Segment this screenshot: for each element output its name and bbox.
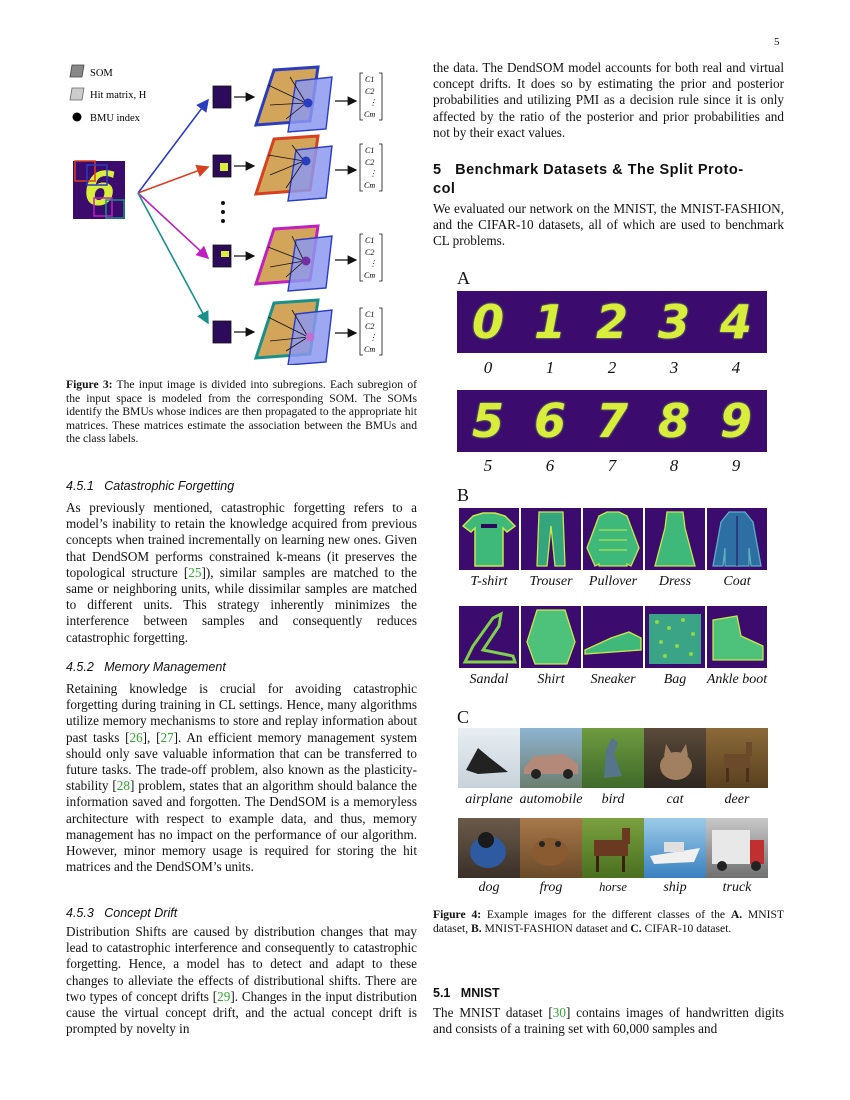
panel-b-letter: B [457,485,470,505]
heading-section-5: 5 Benchmark Datasets & The Split Proto- col [433,162,744,197]
cifar-img-cat [644,728,706,788]
cifar-label-frog: frog [539,880,563,895]
fashion-label-coat: Coat [723,574,751,589]
cifar-label-cat: cat [666,792,684,807]
fashion-label-pullover: Pullover [588,574,638,589]
svg-text:Cm: Cm [364,110,376,119]
cifar-label-truck: truck [722,880,752,895]
cifar-label-ship: ship [663,880,687,895]
mnist-label-5: 5 [483,456,493,475]
svg-text:6: 6 [83,162,117,216]
fashion-img-sneaker [583,606,643,668]
legend-bmu-dot [73,113,82,122]
arrow-magenta [138,193,208,258]
class-vector-3 [360,234,382,281]
arrow-teal [138,193,208,323]
svg-text:C2: C2 [365,87,375,96]
som-row-2 [213,136,356,201]
som-row-3 [213,226,356,291]
mnist-label-7: 7 [607,456,617,475]
fashion-img-dress [645,508,705,570]
mnist-img-8: 8 [657,394,690,448]
legend-hit-label: Hit matrix, H [90,90,147,101]
cifar-label-horse: horse [599,880,627,894]
som-row-4 [213,300,356,365]
mnist-label-8: 8 [669,456,679,475]
mnist-label-0: 0 [483,358,493,377]
para-concept-drift: Distribution Shifts are caused by distribution changes that may lead to catastrophic interference and consequently to catastrophic forgetting. Hence, a model has to detect and adapt to these changes to alleviate the effects of distributional shifts. There are two types of concept drifts [29]. Changes in the input distribution cause the virtual concept drift, and the actual concept drift is prompted by novelty in [66,924,417,1037]
svg-text:Cm: Cm [364,271,376,280]
svg-text:C1: C1 [365,146,375,155]
fashion-label-ankle-boot: Ankle boot [706,672,768,687]
class-vector-4 [360,308,382,355]
svg-text:⋮: ⋮ [369,98,377,107]
para-memory-management: Retaining knowledge is crucial for avoiding catastrophic forgetting during training in CL settings. Hence, many algorithms utilize memory mechanisms to store and replay information about past tasks [26], [27]. An efficient memory management system should only save valuable information that can be transferred to future tasks. The trade-off problem, also known as the plasticity-stability [28] problem, states that an algorithm should balance the information saved and forgotten. The DendSOM is a memoryless architecture with respect to example data, and thus, memory management has no impact on the performance of our algorithm. However, minor memory usage is required for storing the hit matrices and the DendSOM’s units. [66,681,418,875]
fashion-label-sandal: Sandal [469,672,509,687]
legend-hit-swatch [70,88,84,100]
svg-text:C2: C2 [365,248,375,257]
mnist-img-3: 3 [657,295,690,349]
svg-text:Cm: Cm [364,345,376,354]
fashion-img-ankle-boot [707,606,767,668]
para-benchmarks: We evaluated our network on the MNIST, the MNIST-FASHION, and the CIFAR-10 datasets, all of which are used to benchmark CL problems. [433,201,784,249]
cifar-img-horse [582,818,644,878]
figure-4-caption: Figure 4: Example images for the different classes of the A. MNIST dataset, B. MNIST-FASHION dataset and C. CIFAR-10 dataset. [433,908,785,935]
cifar-img-frog [520,818,582,878]
mnist-label-6: 6 [545,456,555,475]
mnist-label-9: 9 [731,456,741,475]
fashion-label-dress: Dress [658,574,692,589]
heading-5-1: 5.1 MNIST [433,986,500,1000]
legend-som-label: SOM [90,68,113,79]
svg-text:C1: C1 [365,236,375,245]
svg-text:⋮: ⋮ [369,169,377,178]
svg-text:Cm: Cm [364,181,376,190]
mnist-img-5: 5 [471,394,504,448]
panel-a-letter: A [457,268,470,288]
para-concept-drift-cont: the data. The DendSOM model accounts for both real and virtual concept drifts. It does so by estimating the prior and posterior probabilities and utilizing PMI as a decision rule since it is only affected by the ratio of the posterior and prior probabilities and not by their exact values. [433,60,784,140]
svg-text:C2: C2 [365,158,375,167]
mnist-label-2: 2 [607,358,617,377]
input-digit-image [73,161,125,219]
cifar-img-deer [706,728,768,788]
fashion-img-tshirt [459,508,519,570]
mnist-img-6: 6 [533,394,566,448]
cifar-img-truck [706,818,768,878]
svg-text:C1: C1 [365,75,375,84]
mnist-img-0: 0 [471,295,504,349]
legend-bmu-label: BMU index [90,113,140,124]
fashion-img-bag [645,606,705,668]
svg-text:C2: C2 [365,322,375,331]
legend-som-swatch [70,65,84,77]
figure-3-caption: Figure 3: The input image is divided into subregions. Each subregion of the input space is modeled from the corresponding SOM. The SOMs identify the BMUs whose indices are then propagated to the appropriate hit matrices. These matrices estimate the association between the BMUs and the class labels. [66,378,417,446]
cifar-img-bird [582,728,644,788]
class-vector-2 [360,144,382,191]
heading-4-5-2: 4.5.2 Memory Management [66,660,226,674]
mnist-img-1: 1 [533,295,566,349]
heading-4-5-1: 4.5.1 Catastrophic Forgetting [66,479,235,493]
cifar-img-dog [458,818,520,878]
cifar-label-bird: bird [601,792,625,807]
fashion-img-sandal [459,606,519,668]
svg-text:C1: C1 [365,310,375,319]
cifar-img-airplane [458,728,520,788]
fashion-label-trouser: Trouser [529,574,573,589]
fashion-label-tshirt: T-shirt [470,574,508,589]
class-vector-1 [360,73,382,120]
mnist-label-3: 3 [669,358,679,377]
svg-text:⋮: ⋮ [369,259,377,268]
cifar-label-deer: deer [724,792,750,807]
mnist-img-2: 2 [595,295,628,349]
svg-text:⋮: ⋮ [369,333,377,342]
arrow-blue [138,100,208,193]
cifar-label-automobile: automobile [519,792,583,807]
cifar-label-airplane: airplane [465,792,513,807]
fashion-label-bag: Bag [663,672,687,687]
mnist-label-1: 1 [545,358,555,377]
fashion-img-shirt [521,606,581,668]
fashion-img-pullover [583,508,643,570]
page-number: 5 [774,36,780,48]
mnist-img-4: 4 [719,295,752,349]
para-catastrophic-forgetting: As previously mentioned, catastrophic forgetting refers to a model’s inability to retain the knowledge acquired from previous concepts when trained incrementally on learning new ones. Given that DendSOM performs constrained k-means (it preserves the topological structure [25]), similar samples are matched to the same or neighboring units, while dissimilar samples are matched to different units. This strategy inherently minimizes the interference between samples and consequently reduces catastrophic forgetting. [66,500,417,645]
som-row-1 [213,67,356,132]
cifar-label-dog: dog [478,880,500,895]
cifar-img-automobile [520,728,582,788]
fashion-label-sneaker: Sneaker [590,672,636,687]
heading-4-5-3: 4.5.3 Concept Drift [66,906,178,920]
mnist-label-4: 4 [731,358,741,377]
fashion-label-shirt: Shirt [537,672,565,687]
fashion-img-coat [707,508,767,570]
panel-c-letter: C [457,707,470,727]
fashion-img-trouser [521,508,581,570]
para-mnist: The MNIST dataset [30] contains images of handwritten digits and consists of a training set with 60,000 samples and [433,1005,784,1037]
cifar-img-ship [644,818,706,878]
mnist-img-9: 9 [719,394,752,448]
figure-3-diagram [60,55,400,365]
mnist-img-7: 7 [595,394,628,448]
